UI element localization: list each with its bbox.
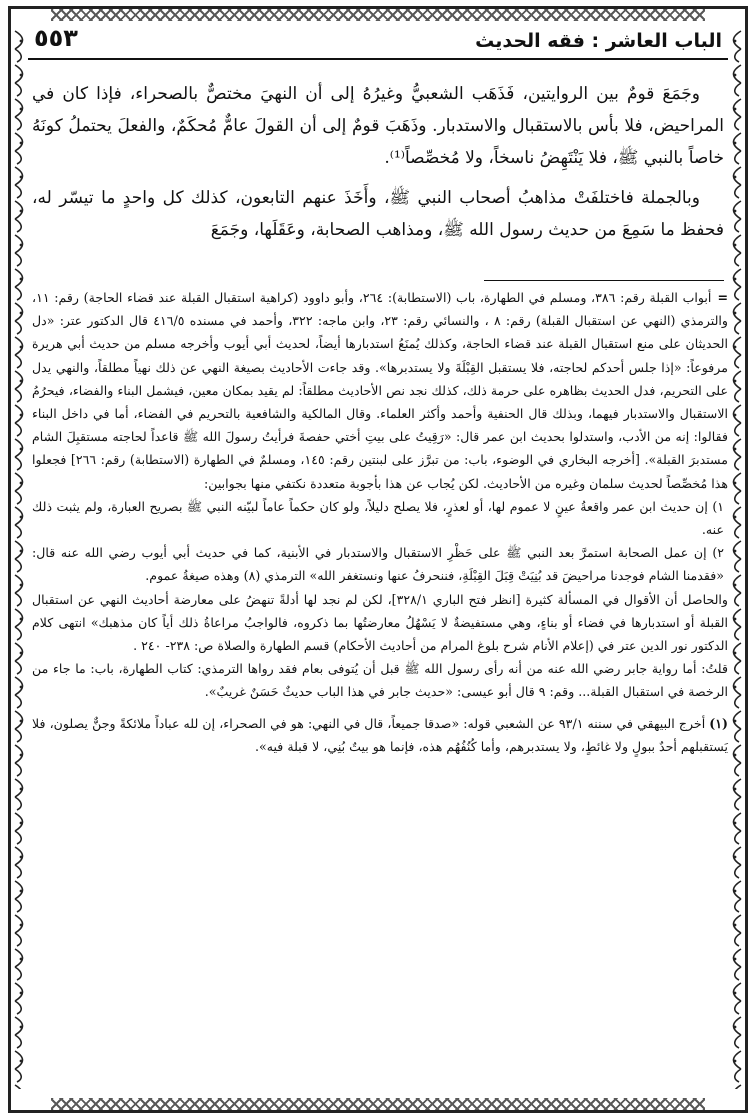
footnote-point-2: ٢) إن عمل الصحابة استمرَّ بعد النبي ﷺ على حَظْرِ الاستقبال والاستدبار في الأبنية، كما في حديث أبي أيوب رضي الله عنه قال: «فقدمنا الشام فوجدنا مراحيضَ قد بُنِيَتْ قِبَلَ القِبْلَةِ، فننحرفُ عنها ونستغفر الله» الترمذي (٨) وهذه صيغةُ عموم.: [32, 545, 724, 584]
ornamental-border-right: [729, 29, 745, 1090]
footnote-conclusion: والحاصل أن الأقوال في المسألة كثيرة [انظر فتح الباري ٣٢٨/١]، لكن لم نجد لها أدلةً تنهضُ على معارضة أحاديث النهي عن استقبال القبلة أو استدبارها في فضاء أو بناءٍ، وهي مستفيضةٌ لا يَسْهُلُ معارضتُها بما ذكروه، فالواجبُ مراعاةُ ذلك أياً كان مذهبك» انتهى كلام الدكتور نور الدين عتر في (إعلام الأنام شرح بلوغ المرام من أحاديث الأحكام) قسم الطهارة والصلاة ص: ٢٣٨- ٢٤٠ .: [32, 591, 728, 654]
footnote-continuation: [32, 286, 728, 495]
main-paragraph: وجَمَعَ قومٌ بين الروايتين، فَذَهَب الشعبيُّ وغيرُهُ إلى أن النهيَ مختصٌّ بالصحراء، فإذا كان في المراحيض، فلا بأس بالاستقبال والاستدبار. وذَهَبَ قومٌ إلى أن القولَ عامٌّ مُحكَمٌ، والفعلَ يحتملُ كونَهُ خاصاً بالنبي ﷺ، فلا يَنْتَهِضُ ناسخاً، ولا مُخصِّصاً⁽¹⁾.: [32, 84, 724, 168]
main-paragraph: وبالجملة فاختلفَتْ مذاهبُ أصحاب النبي ﷺ، وأَخَذَ عنهم التابعون، كذلك كل واحدٍ ما تيسّر له، فحفظ ما سَمِعَ من حديث رسول الله ﷺ، ومذاهب الصحابة، وعَقَلَها، وجَمَعَ: [32, 188, 724, 240]
ornamental-border-left: [11, 29, 27, 1090]
footnote-separator: [484, 280, 724, 281]
footnote-1-text: أخرج البيهقي في سننه ٩٣/١ عن الشعبي قوله: «صدقا جميعاً، قال في النهي: هو في الصحراء، إن لله عباداً ملائكةً وجنٌّ يصلون، فلا يَستقبلهم أحدٌ ببولٍ ولا غائطٍ، ولا يستدبرهم، وأما كُنُفُهُم هذه، فإنما هو بيتٌ بُنِي، لا قبلة فيه».: [32, 715, 728, 754]
main-body: [32, 78, 724, 254]
footnote-text: أبواب القبلة رقم: ٣٨٦، ومسلم في الطهارة، باب (الاستطابة): ٢٦٤، وأبو داوود (كراهية استقبال القبلة عند قضاء الحاجة) رقم: ١١، والترمذي (النهي عن استقبال القبلة) رقم: ٨ ، والنسائي رقم: ٢٣، وابن ماجه: ٣٢٢، وأحمد في مسنده ٤١٦/٥ قال الدكتور عتر: «دل الحديثان على منع استقبال القبلة عند قضاء الحاجة، وكذلك يُمنَعُ استدبارها أيضاً، لحديث أبي أيوب وأخرجه مسلم من حديث أبي هريرة مرفوعاً: «إذا جلس أحدكم لحاجته، فلا يستقبل القِبْلَةَ ولا يستدبرها». وقد جاءت الأحاديث بصيغة النهي عن ذلك نهياً مطلقاً، والنهي يدل على التحريم، فدل الحديث بظاهره على حرمة ذلك، كذلك نجد نص الأحاديث مطلقاً: لم يقيد بمكان معين، فيشمل البناء والفضاء، فيحرُمُ الاستقبال والاستدبار فيهما، وبذلك قال الحنفية وأحمد وأكثر العلماء. وقال المالكية والشافعية بالتحريم في الفضاء، أما في داخل البناء فقالوا: إنه من الأدب، واستدلوا بحديث ابن عمر قال: «رَقِيتُ على بيتِ أختي حفصةَ فرأيتُ رسولَ الله ﷺ قاعداً لحاجته مستقبِلَ الشام مستدبرَ القبلة». [أخرجه البخاري في الوضوء، باب: من تبرَّز على لبنتين رقم: ١٤٥، ومسلمٌ في الطهارة (الاستطابة) رقم: ٢٦٦] فجعلوا هذا مُخصِّصاً لحديث سلمان وغيره من الأحاديث. لكن يُجاب عن هذا بأجوبة متعددة نكتفي منها بجوابين:: [32, 290, 728, 491]
footnote-point-1: ١) إن حديث ابن عمر واقعةُ عينٍ لا عموم لها، أو لعذرٍ، فلا يصلح دليلاً، ولو كان حكماً عاماً لبيّنه النبي ﷺ بصريح العبارة، ولم يثبت ذلك عنه.: [32, 498, 724, 538]
footnote-remark: قلتُ: أما رواية جابر رضي الله عنه من أنه رأى رسول الله ﷺ قبل أن يُتوفى بعام فقد رواها الترمذي: كتاب الطهارة، باب: ما جاء من الرخصة في استقبال القبلة... وقم: ٩ قال أبو عيسى: «حديث جابر في هذا الباب حديثٌ حَسَنٌ غريبٌ».: [32, 661, 728, 700]
continuation-marker: =: [717, 290, 728, 305]
page-header: [28, 14, 728, 60]
footnotes: [32, 286, 728, 758]
ornamental-border-bottom: [51, 1098, 705, 1110]
page-number: ٥٥٣: [34, 24, 78, 52]
chapter-title: الباب العاشر : فقه الحديث: [475, 30, 722, 52]
footnote-1-marker: (١): [709, 715, 728, 731]
footnote-1: [32, 712, 728, 758]
